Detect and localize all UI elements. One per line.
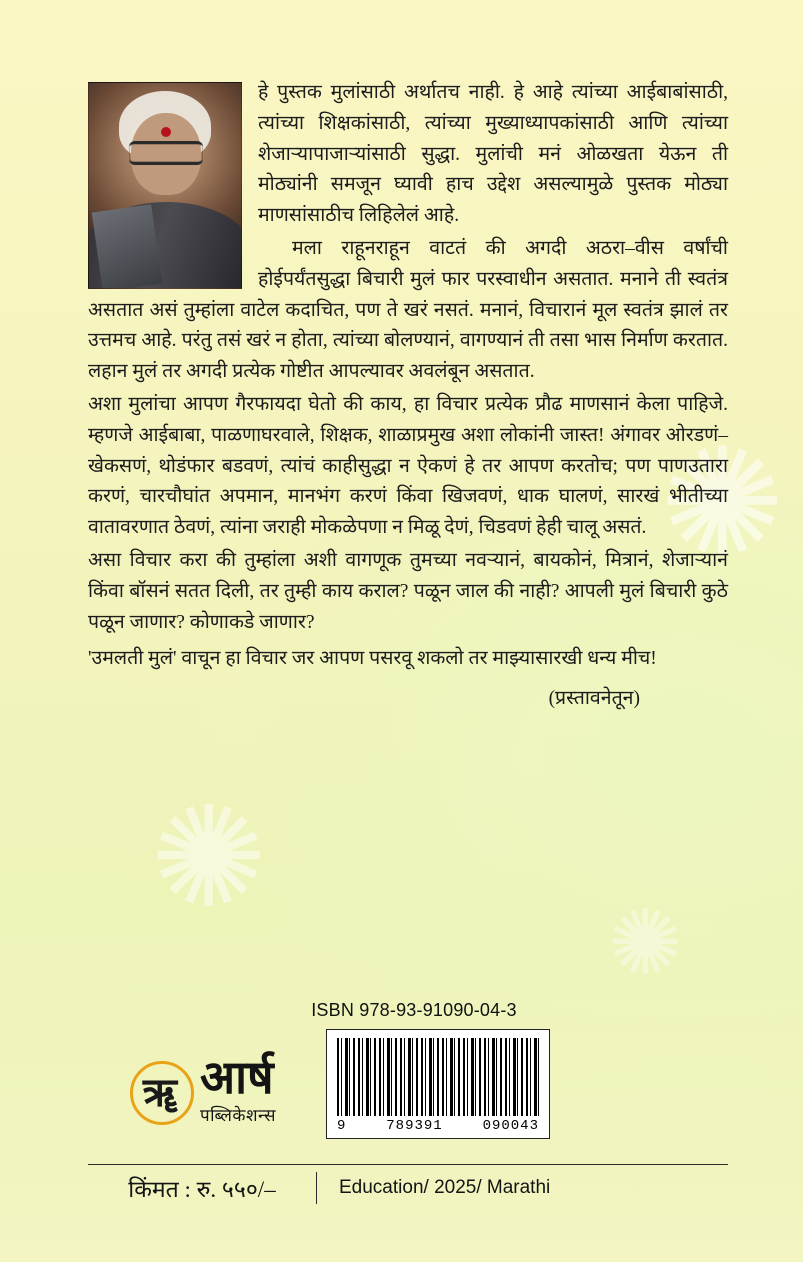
author-portrait [88, 82, 242, 289]
blurb-paragraph: हे पुस्तक मुलांसाठी अर्थातच नाही. हे आहे त्यांच्या आईबाबांसाठी, त्यांच्या शिक्षकांसाठी, त्यांच्या मुख्याध्यापकांसाठी आणि त्यांच्या शेजाऱ्यापाजाऱ्यांसाठी सुद्धा. मुलांची मनं ओळखता येऊन ती मोठ्यांनी समजून घ्यावी हाच उद्देश असल्यामुळे पुस्तक मोठ्या माणसांसाठीच लिहिलेलं आहे. [258, 82, 728, 227]
footer-bottom-row [88, 1172, 728, 1204]
blurb-closing-line: 'उमलती मुलं' वाचून हा विचार जर आपण पसरवू शकलो तर माझ्यासारखी धन्य मीच! [88, 648, 657, 670]
price-label: किंमत : रु. ५५०/– [128, 1177, 276, 1202]
flower-watermark-icon: ✺ [150, 782, 268, 937]
blurb-paragraph: अशा मुलांचा आपण गैरफायदा घेतो की काय, हा विचार प्रत्येक प्रौढ माणसानं केला पाहिजे. म्हणजे आईबाबा, पाळणाघरवाले, शिक्षक, शाळाप्रमुख अशा लोकांनी जास्त! अंगावर ओरडणं–खेकसणं, थोडंफार बडवणं, त्यांचं काहीसुद्धा न ऐकणं हे तर आपण करतोच; पण पाणउतारा करणं, चारचौघांत अपमान, मानभंग करणं किंवा खिजवणं, धाक घालणं, सारखं भीतीच्या वातावरणात ठेवणं, त्यांना जराही मोकळेपणा न मिळू देणं, चिडवणं हेही चालू असतं. [88, 393, 728, 539]
barcode-left-digit: 9 [337, 1118, 347, 1134]
publisher-subtitle: पब्लिकेशन्स [199, 1106, 277, 1125]
barcode-area [316, 1029, 728, 1139]
barcode-group-1: 789391 [386, 1118, 443, 1134]
publisher-logo-symbol: ॠ [142, 1070, 178, 1115]
barcode-bars [337, 1038, 539, 1116]
blurb-content [88, 78, 728, 710]
portrait-glasses [129, 141, 203, 165]
footer-divider [88, 1164, 728, 1165]
blurb-attribution: (प्रस्तावनेतून) [548, 688, 640, 710]
footer-row [88, 1029, 728, 1139]
portrait-bindi [161, 127, 171, 137]
publisher-emblem-icon [128, 1059, 192, 1123]
barcode-group-2: 090043 [482, 1118, 539, 1134]
blurb-paragraph: असा विचार करा की तुम्हांला अशी वागणूक तुमच्या नवऱ्यानं, बायकोनं, मित्रानं, शेजाऱ्यानं किंवा बॉसनं सतत दिली, तर तुम्ही काय कराल? पळून जाल की नाही? आपली मुलं बिचारी कुठे पळून जाणार? कोणाकडे जाणार? [88, 549, 728, 633]
flower-watermark-icon: ✺ [659, 422, 785, 588]
portrait-shawl [92, 204, 163, 289]
publisher-name: आर्ष [199, 1052, 274, 1103]
publisher-logo [88, 1029, 316, 1126]
flower-watermark-icon: ✺ [607, 895, 683, 994]
category-label: Education/ 2025/ Marathi [316, 1172, 728, 1204]
footer-block [88, 1000, 728, 1139]
isbn-label: ISBN 978-93-91090-04-3 [311, 1000, 517, 1020]
barcode-box [326, 1029, 550, 1139]
blurb-paragraph: मला राहूनराहून वाटतं की अगदी अठरा–वीस वर्षांची होईपर्यंतसुद्धा बिचारी मुलं फार परस्वाधीन असतात. मनाने ती स्वतंत्र असतात असं तुम्हांला वाटेल कदाचित, पण ते खरं नसतं. मनानं, विचारानं मूल स्वतंत्र झालं तर उत्तमच आहे. परंतु तसं खरं न होता, त्यांच्या बोलण्यानं, वागण्यानं ती तसा भास निर्माण करतात. लहान मुलं तर अगदी प्रत्येक गोष्टीत आपल्यावर अवलंबून असतात. [88, 237, 728, 383]
